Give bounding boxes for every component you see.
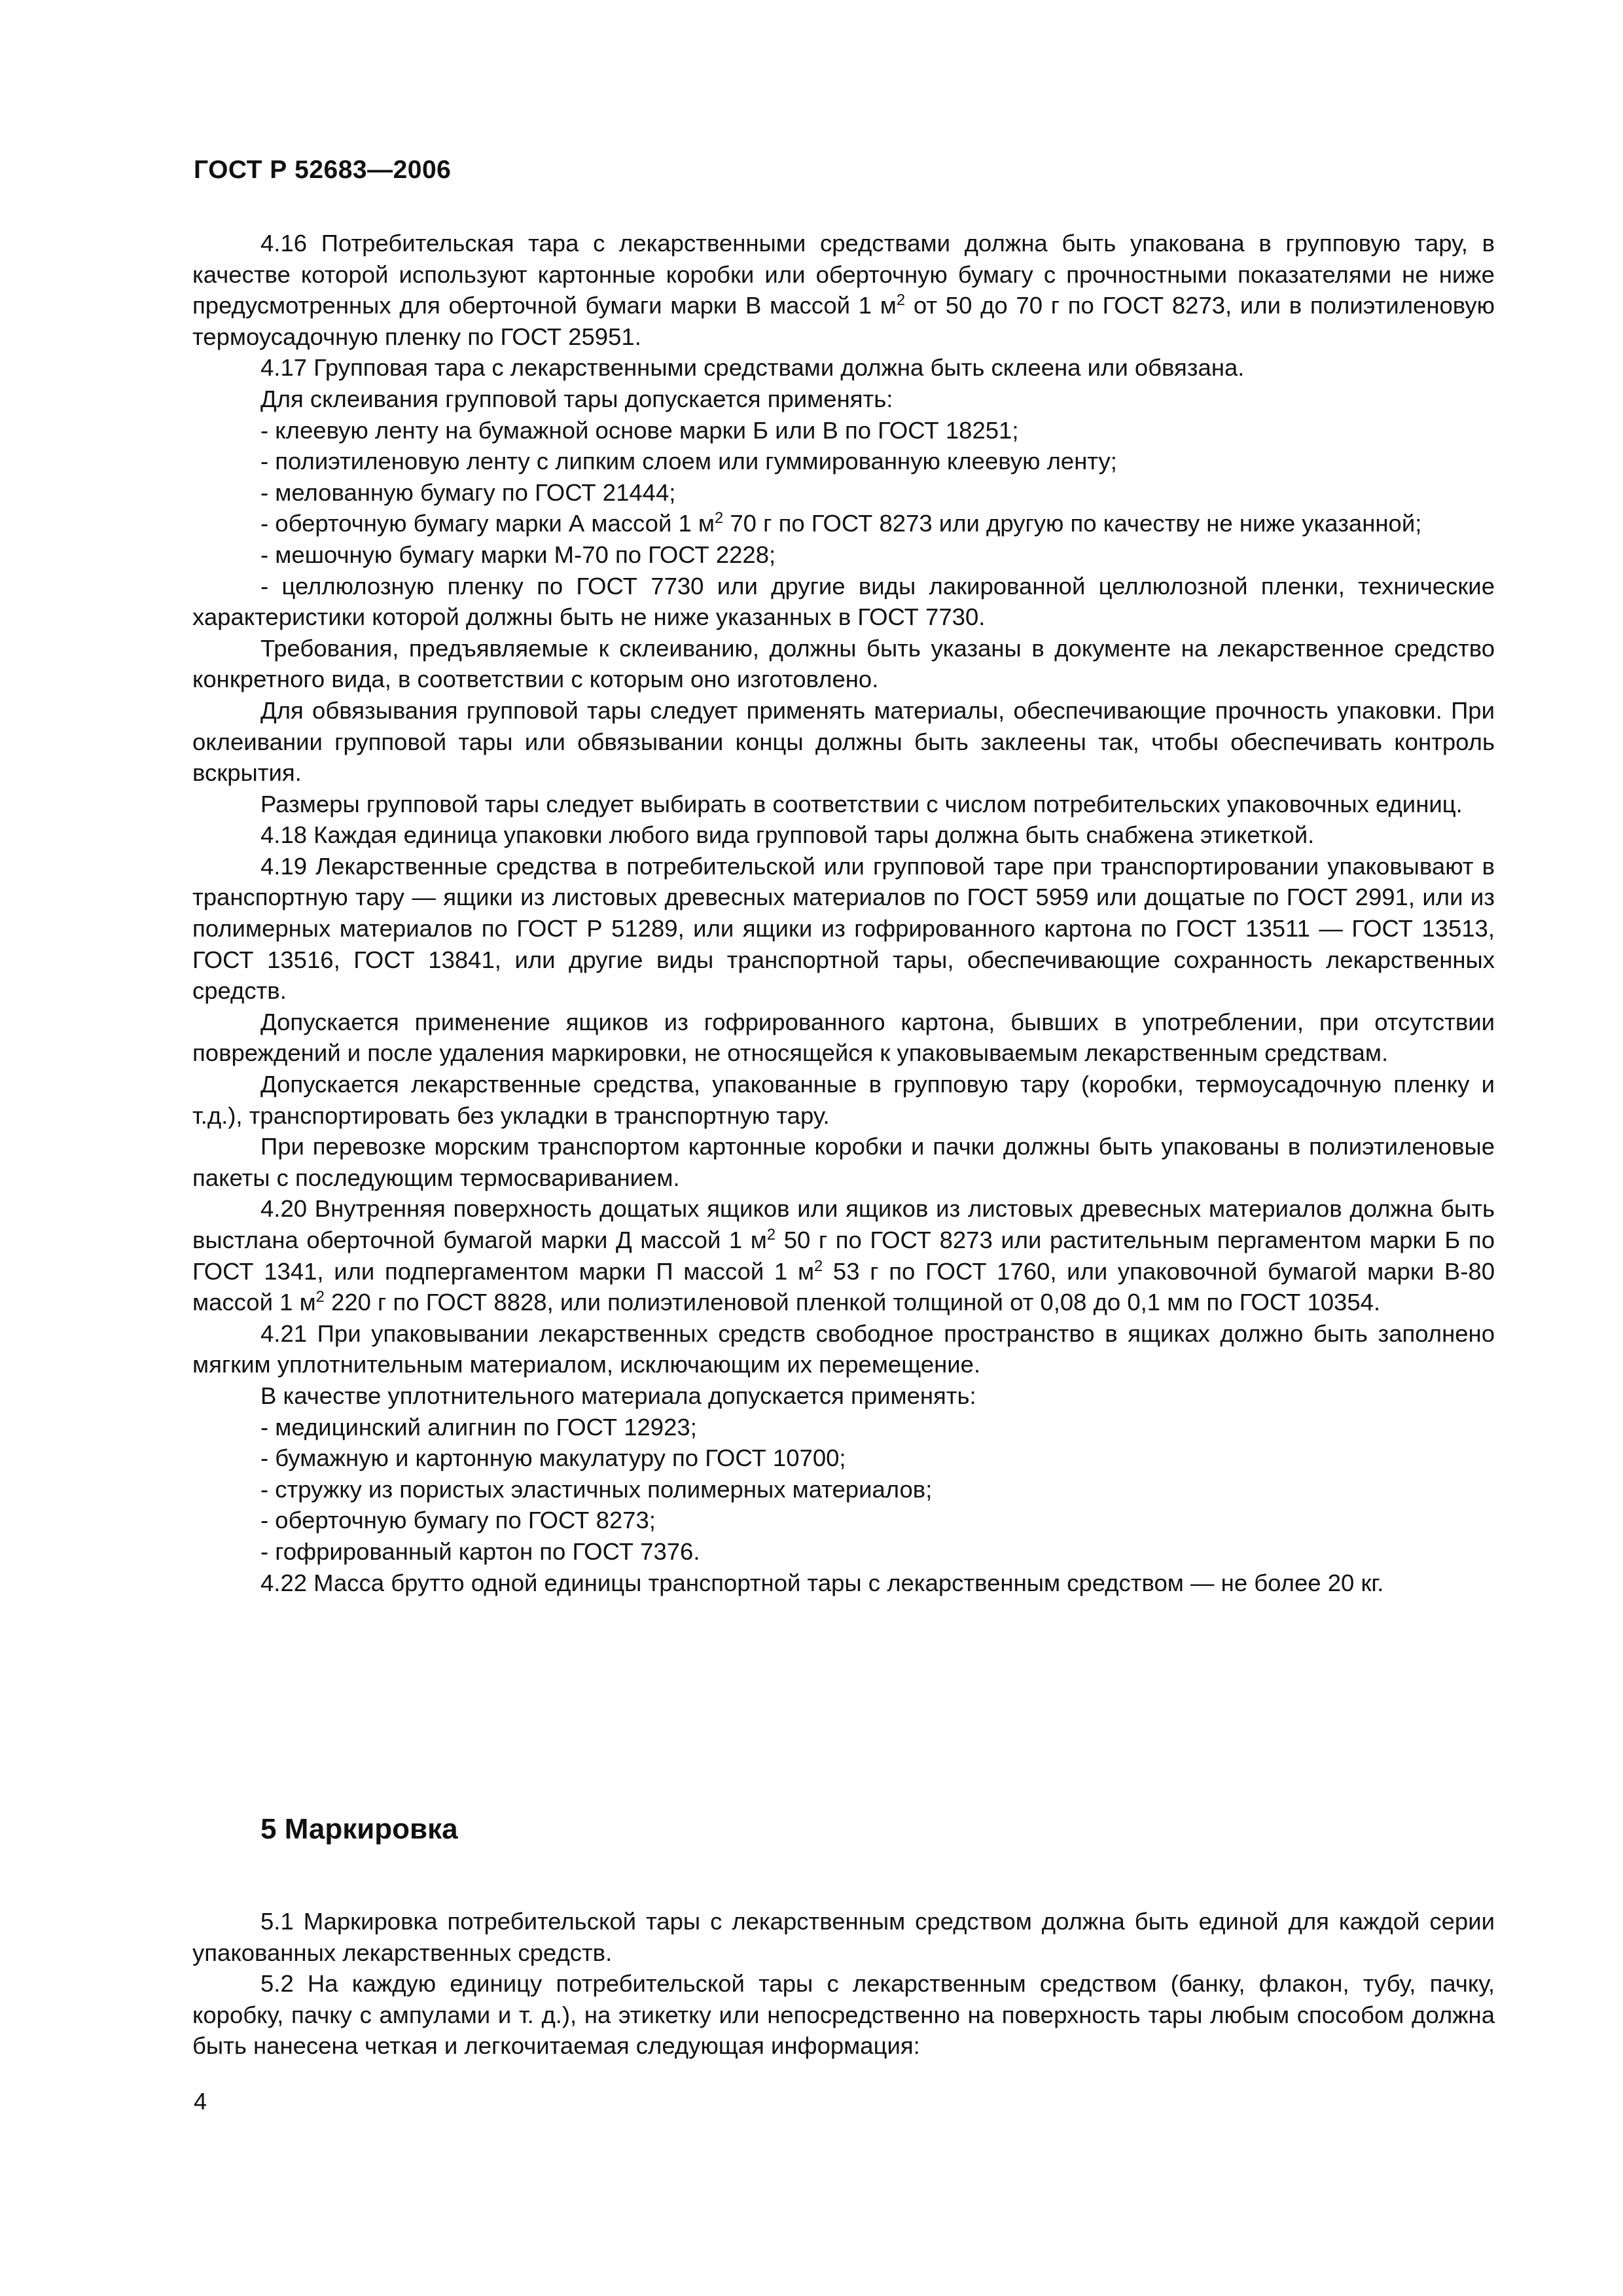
- paragraph-4-21: 4.21 При упаковывании лекарственных средств свободное пространство в ящиках должно быть заполнено мягким уплотнительным материалом, исключающим их перемещение.: [192, 1319, 1495, 1378]
- paragraph: Размеры групповой тары следует выбирать в соответствии с числом потребительских упаковочных единиц.: [260, 790, 1463, 817]
- paragraph-5-1: 5.1 Маркировка потребительской тары с лекарственным средством должна быть единой для каждой серии упакованных лекарственных средств.: [192, 1908, 1495, 1966]
- paragraph: Для обвязывания групповой тары следует применять материалы, обеспечивающие прочность упаковки. При оклеивании групповой тары или обвязывании концы должны быть заклеены так, чтобы обеспечивать контроль вскрытия.: [192, 696, 1495, 787]
- standard-code-header: ГОСТ Р 52683—2006: [194, 156, 452, 184]
- section-5-body: [192, 1906, 1495, 2062]
- section-5-heading: 5 Маркировка: [260, 1813, 458, 1845]
- paragraph-4-22: 4.22 Масса брутто одной единицы транспортной тары с лекарственным средством — не более 20 кг.: [260, 1569, 1384, 1596]
- list-item: - мелованную бумагу по ГОСТ 21444;: [260, 478, 676, 506]
- paragraph-5-2: 5.2 На каждую единицу потребительской тары с лекарственным средством (банку, флакон, тубу, пачку, коробку, пачку с ампулами и т. д.), на этикетку или непосредственно на поверхность тары любым способом должна быть нанесена четкая и легкочитаемая следующая информация:: [192, 1970, 1495, 2060]
- page-number: 4: [194, 2088, 207, 2115]
- list-item: - целлюлозную пленку по ГОСТ 7730 или другие виды лакированной целлюлозной пленки, технические характеристики которой должны быть не ниже указанных в ГОСТ 7730.: [192, 572, 1495, 631]
- paragraph-4-20: 4.20 Внутренняя поверхность дощатых ящиков или ящиков из листовых древесных материалов должна быть выстлана оберточной бумагой марки Д массой 1 $м^2$ 50 г по ГОСТ 8273 или растительным пергаментом марки Б по ГОСТ 1341, или подпергаментом марки П массой 1 $м^2$ 53 г по ГОСТ 1760, или упаковочной бумагой марки В-80 массой 1 $м^2$ 220 г по ГОСТ 8828, или полиэтиленовой пленкой толщиной от 0,08 до 0,1 мм по ГОСТ 10354.: [192, 1195, 1495, 1316]
- paragraph-4-18: 4.18 Каждая единица упаковки любого вида групповой тары должна быть снабжена этикеткой.: [260, 821, 1315, 849]
- list-item: - оберточную бумагу по ГОСТ 8273;: [260, 1507, 656, 1534]
- paragraph-4-19: 4.19 Лекарственные средства в потребительской или групповой таре при транспортировании упаковывают в транспортную тару — ящики из листовых древесных материалов по ГОСТ 5959 или дощатые по ГОСТ 2991, или из полимерных материалов по ГОСТ Р 51289, или ящики из гофрированного картона по ГОСТ 13511 — ГОСТ 13513, ГОСТ 13516, ГОСТ 13841, или другие виды транспортной тары, обеспечивающие сохранность лекарственных средств.: [192, 852, 1495, 1005]
- list-item: - медицинский алигнин по ГОСТ 12923;: [260, 1413, 697, 1441]
- paragraph-4-17: 4.17 Групповая тара с лекарственными средствами должна быть склеена или обвязана.: [260, 354, 1245, 382]
- paragraph: Требования, предъявляемые к склеиванию, должны быть указаны в документе на лекарственное средство конкретного вида, в соответствии с которым оно изготовлено.: [192, 634, 1495, 693]
- paragraph: Для склеивания групповой тары допускается применять:: [260, 385, 893, 412]
- list-item: - полиэтиленовую ленту с липким слоем или гуммированную клеевую ленту;: [260, 448, 1117, 475]
- paragraph: Допускается лекарственные средства, упакованные в групповую тару (коробки, термоусадочную пленку и т.д.), транспортировать без укладки в транспортную тару.: [192, 1071, 1495, 1129]
- paragraph: При перевозке морским транспортом картонные коробки и пачки должны быть упакованы в полиэтиленовые пакеты с последующим термосвариванием.: [192, 1133, 1495, 1191]
- list-item: - оберточную бумагу марки А массой 1 $м^2$ 70 г по ГОСТ 8273 или другую по качеству не ниже указанной;: [260, 510, 1422, 537]
- list-item: - бумажную и картонную макулатуру по ГОСТ 10700;: [260, 1444, 846, 1472]
- paragraph: В качестве уплотнительного материала допускается применять:: [260, 1382, 976, 1409]
- section-4-body: [192, 228, 1495, 1598]
- paragraph-4-16: 4.16 Потребительская тара с лекарственными средствами должна быть упакована в групповую тару, в качестве которой используют картонные коробки или оберточную бумагу с прочностными показателями не ниже предусмотренных для оберточной бумаги марки В массой 1 $м^2$ от 50 до 70 г по ГОСТ 8273, или в полиэтиленовую термоусадочную пленку по ГОСТ 25951.: [192, 230, 1495, 350]
- list-item: - клеевую ленту на бумажной основе марки Б или В по ГОСТ 18251;: [260, 416, 1019, 444]
- list-item: - стружку из пористых эластичных полимерных материалов;: [260, 1475, 933, 1503]
- list-item: - мешочную бумагу марки М-70 по ГОСТ 2228;: [260, 541, 776, 568]
- paragraph: Допускается применение ящиков из гофрированного картона, бывших в употреблении, при отсутствии повреждений и после удаления маркировки, не относящейся к упаковываемым лекарственным средствам.: [192, 1008, 1495, 1067]
- list-item: - гофрированный картон по ГОСТ 7376.: [260, 1537, 700, 1565]
